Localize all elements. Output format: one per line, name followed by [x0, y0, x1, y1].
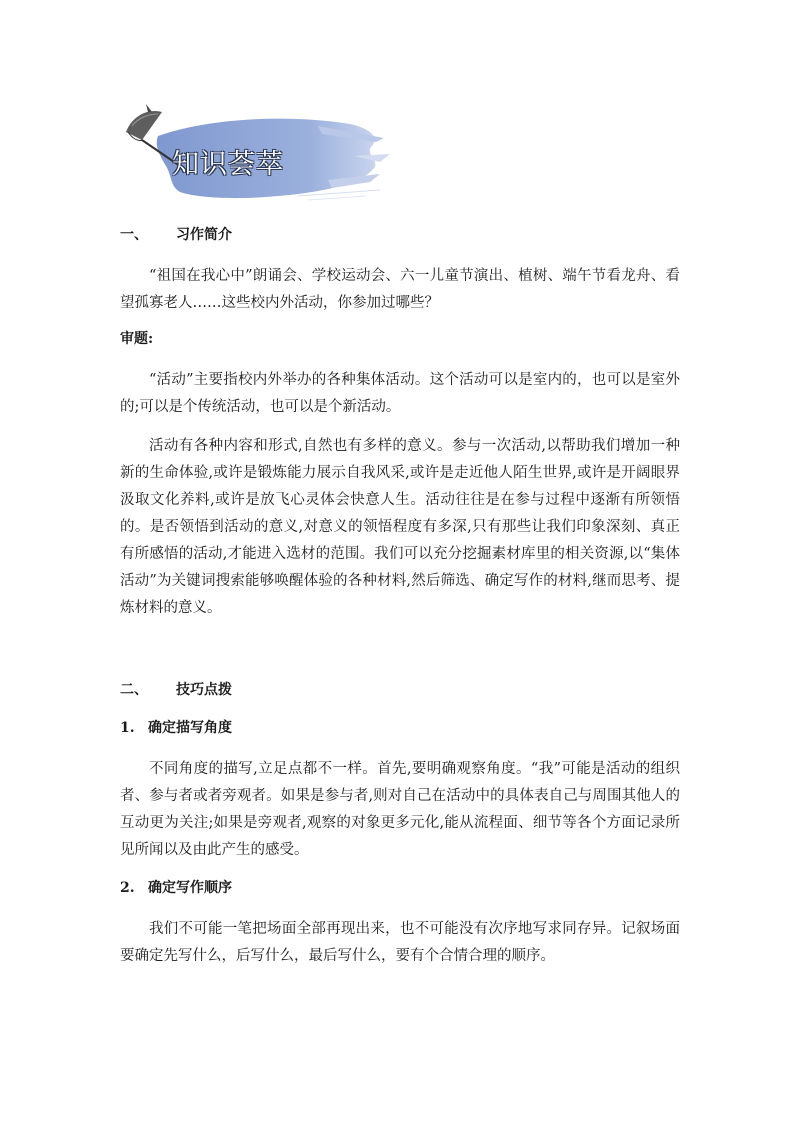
section-title: 习作简介: [176, 227, 232, 243]
section-banner: [118, 96, 398, 208]
review-paragraph: “活动”主要指校内外举办的各种集体活动。这个活动可以是室内的，也可以是室外的;可以是个传统活动，也可以是个新活动。: [120, 372, 680, 415]
review-heading: 审题:: [120, 331, 154, 347]
tip-number: 1.: [120, 720, 135, 736]
section-heading-intro: [120, 225, 680, 245]
banner-title: 知识荟萃: [172, 149, 284, 180]
tip-heading: [120, 718, 680, 738]
section-number: 一、: [120, 227, 148, 243]
tip-paragraph: 不同角度的描写,立足点都不一样。首先,要明确观察角度。“我”可能是活动的组织者、参与者或者旁观者。如果是参与者,则对自己在活动中的具体表自己与周围其他人的互动更为关注;如果是旁观者,观察的对象更多元化,能从流程面、细节等各个方面记录所见所闻以及由此产生的感受。: [120, 761, 680, 858]
intro-paragraph: “祖国在我心中”朗诵会、学校运动会、六一儿童节演出、植树、端午节看龙舟、看望孤寡老人……这些校内外活动，你参加过哪些？: [120, 268, 680, 311]
section-number: 二、: [120, 682, 148, 698]
review-paragraph: 活动有各种内容和形式,自然也有多样的意义。参与一次活动,以帮助我们增加一种新的生命体验,或许是锻炼能力展示自我风采,或许是走近他人陌生世界,或许是开阔眼界汲取文化养料,或许是放飞心灵体会快意人生。活动往往是在参与过程中逐渐有所领悟的。是否领悟到活动的意义,对意义的领悟程度有多深,只有那些让我们印象深刻、真正有所感悟的活动,才能进入选材的范围。我们可以充分挖掘素材库里的相关资源,以“集体活动”为关键词搜索能够唤醒体验的各种材料,然后筛选、确定写作的材料,继而思考、提炼材料的意义。: [120, 438, 680, 616]
tip-title: 确定写作顺序: [148, 880, 232, 896]
tip-title: 确定描写角度: [148, 720, 232, 736]
document-body: [120, 225, 680, 984]
tip-paragraph: 我们不可能一笔把场面全部再现出来，也不可能没有次序地写求同存异。记叙场面要确定先写什么，后写什么，最后写什么，要有个合情合理的顺序。: [120, 921, 680, 964]
tip-heading: [120, 878, 680, 898]
section-heading-tips: [120, 680, 680, 700]
section-title: 技巧点拨: [176, 682, 232, 698]
tip-number: 2.: [120, 880, 135, 896]
